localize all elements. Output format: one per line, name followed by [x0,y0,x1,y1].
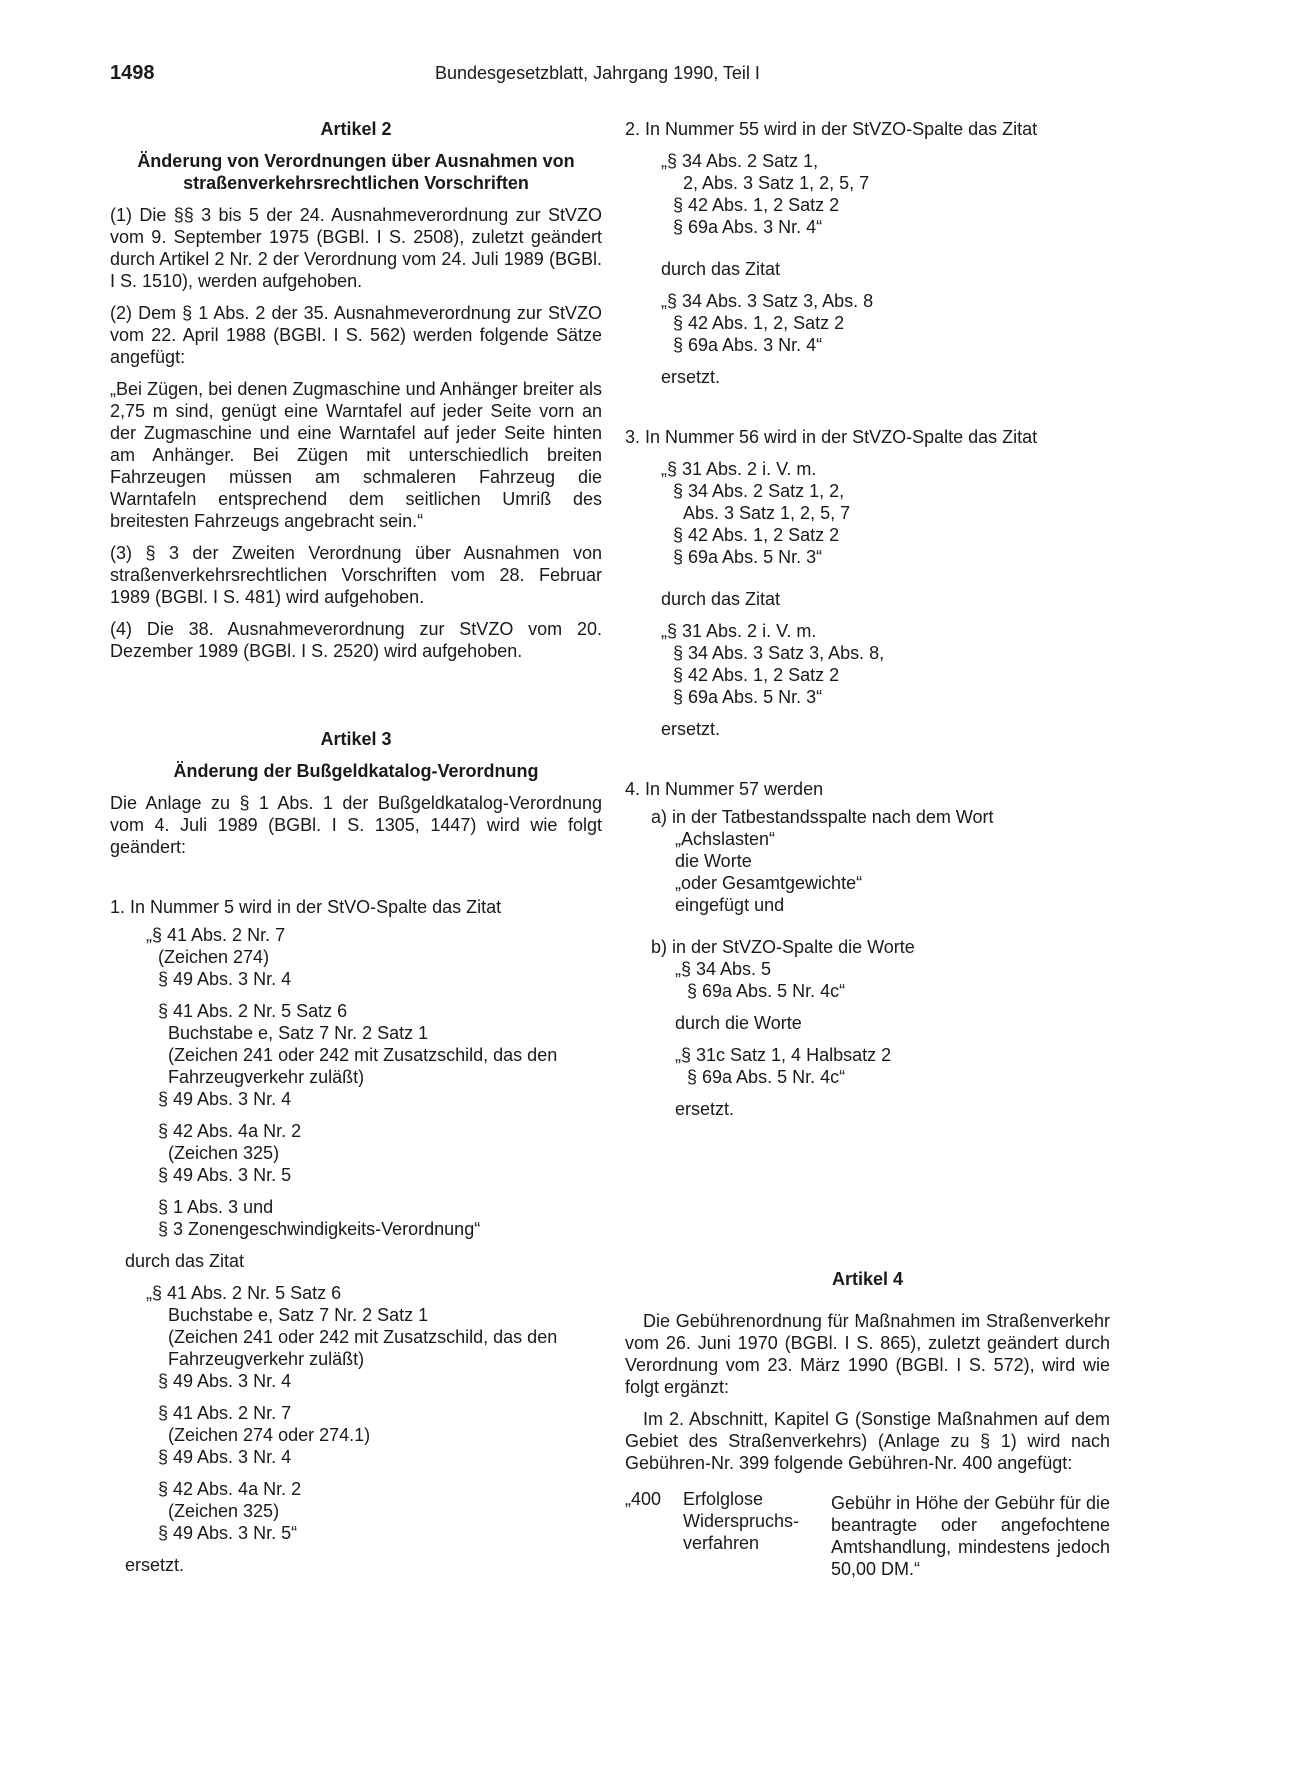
citation-line: § 34 Abs. 3 Satz 3, Abs. 8, [673,643,885,663]
article-4-paragraph-2: Im 2. Abschnitt, Kapitel G (Sonstige Maßnahmen auf dem Gebiet des Straßenverkehrs) (Anlage zu § 1) wird nach Gebühren-Nr. 399 folgende Gebühren-Nr. 400 angefügt: [625,1409,1110,1473]
citation-line: § 69a Abs. 3 Nr. 4“ [673,217,823,237]
item-4b-durch: durch die Worte [675,1013,802,1033]
item-4a-intro: a) in der Tatbestandsspalte nach dem Wort [651,807,994,827]
right-column [625,118,1110,1120]
left-column [110,118,602,1576]
citation-line: (Zeichen 241 oder 242 mit Zusatzschild, das den [168,1045,558,1065]
citation-line: § 42 Abs. 4a Nr. 2 [158,1479,302,1499]
item-3-old-citation [661,458,1110,568]
citation-line: „§ 41 Abs. 2 Nr. 7 [146,925,286,945]
article-3-durch: durch das Zitat [125,1251,245,1271]
citation-line: § 41 Abs. 2 Nr. 7 [158,1403,292,1423]
article-4-paragraph-1: Die Gebührenordnung für Maßnahmen im Straßenverkehr vom 26. Juni 1970 (BGBl. I S. 865), zuletzt geändert durch Verordnung vom 23. März 1990 (BGBl. I S. 572), wird wie folgt ergänzt: [625,1311,1110,1397]
item-4b-new [675,1044,1110,1088]
citation-line: Buchstabe e, Satz 7 Nr. 2 Satz 1 [168,1305,429,1325]
citation-line: 2, Abs. 3 Satz 1, 2, 5, 7 [683,173,870,193]
citation-line: (Zeichen 274 oder 274.1) [168,1425,371,1445]
citation-line: (Zeichen 274) [158,947,270,967]
citation-line: § 49 Abs. 3 Nr. 4 [158,1371,292,1391]
citation-line: § 42 Abs. 1, 2, Satz 2 [673,313,845,333]
item-3-durch: durch das Zitat [661,589,781,609]
article-2-heading: Artikel 2 [320,119,392,139]
citation-line: § 69a Abs. 5 Nr. 3“ [673,547,823,567]
item-4-intro: 4. In Nummer 57 werden [625,779,824,799]
text-line: die Worte [675,851,752,871]
old-citation-block [146,924,602,1240]
citation-line: § 69a Abs. 5 Nr. 3“ [673,687,823,707]
citation-line: § 3 Zonengeschwindigkeits-Verordnung“ [158,1219,481,1239]
citation-line: § 49 Abs. 3 Nr. 4 [158,1089,292,1109]
citation-line: § 49 Abs. 3 Nr. 4 [158,969,292,989]
item-2-new-citation [661,290,1110,356]
citation-line: § 42 Abs. 4a Nr. 2 [158,1121,302,1141]
article-3-subtitle: Änderung der Bußgeldkatalog-Verordnung [173,761,539,781]
text-line: „Achslasten“ [675,829,776,849]
article-3-item-1: 1. In Nummer 5 wird in der StVO-Spalte das Zitat [110,897,502,917]
article-3-ersetzt: ersetzt. [125,1555,185,1575]
fee-row [625,1488,1110,1580]
fee-name-line: verfahren [683,1533,760,1553]
item-4b-old [675,958,1110,1002]
new-citation-block [146,1282,602,1544]
item-2-ersetzt: ersetzt. [661,367,721,387]
fee-table [625,1488,1110,1580]
citation-line: „§ 34 Abs. 2 Satz 1, [661,151,819,171]
item-2-old-citation [661,150,1110,238]
citation-line: „§ 34 Abs. 3 Satz 3, Abs. 8 [661,291,874,311]
citation-line: „§ 31 Abs. 2 i. V. m. [661,621,817,641]
item-3-intro: 3. In Nummer 56 wird in der StVZO-Spalte das Zitat [625,427,1038,447]
text-line: „oder Gesamtgewichte“ [675,873,863,893]
fee-name [683,1488,831,1580]
fee-name-line: Widerspruchs- [683,1511,800,1531]
page-number: 1498 [110,62,155,84]
article-2-paragraph-3: (3) § 3 der Zweiten Verordnung über Ausnahmen von straßenverkehrsrechtlichen Vorschriften vom 28. Februar 1989 (BGBl. I S. 481) wird aufgehoben. [110,543,602,607]
citation-line: § 49 Abs. 3 Nr. 5“ [158,1523,298,1543]
citation-line: § 41 Abs. 2 Nr. 5 Satz 6 [158,1001,348,1021]
citation-line: (Zeichen 241 oder 242 mit Zusatzschild, das den [168,1327,558,1347]
article-2-paragraph-1: (1) Die §§ 3 bis 5 der 24. Ausnahmeverordnung zur StVZO vom 9. September 1975 (BGBl. I S. 2508), zuletzt geändert durch Artikel 2 Nr. 2 der Verordnung vom 24. Juli 1989 (BGBl. I S. 1510), werden aufgehoben. [110,205,602,291]
article-4-heading: Artikel 4 [831,1269,904,1289]
article-2-subtitle-line-1: Änderung von Verordnungen über Ausnahmen von [137,151,575,171]
article-2-subtitle-line-2: straßenverkehrsrechtlichen Vorschriften [183,173,529,193]
page-header-title: Bundesgesetzblatt, Jahrgang 1990, Teil I [435,63,760,83]
citation-line: § 69a Abs. 3 Nr. 4“ [673,335,823,355]
citation-line: § 69a Abs. 5 Nr. 4c“ [687,981,846,1001]
item-4a-lines [675,828,1110,916]
text-line: eingefügt und [675,895,785,915]
item-4b-intro: b) in der StVZO-Spalte die Worte [651,937,915,957]
item-2-durch: durch das Zitat [661,259,781,279]
citation-line: Fahrzeugverkehr zuläßt) [168,1067,365,1087]
citation-line: § 42 Abs. 1, 2 Satz 2 [673,525,840,545]
article-2-paragraph-4: (4) Die 38. Ausnahmeverordnung zur StVZO vom 20. Dezember 1989 (BGBl. I S. 2520) wird aufgehoben. [110,619,602,661]
fee-number: „400 [625,1489,662,1509]
citation-line: Fahrzeugverkehr zuläßt) [168,1349,365,1369]
citation-line: § 49 Abs. 3 Nr. 5 [158,1165,292,1185]
article-2-paragraph-2: (2) Dem § 1 Abs. 2 der 35. Ausnahmeverordnung zur StVZO vom 22. April 1988 (BGBl. I S. 562) werden folgende Sätze angefügt: [110,303,602,367]
citation-line: § 42 Abs. 1, 2 Satz 2 [673,665,840,685]
fee-description: Gebühr in Höhe der Gebühr für die beantragte oder angefochtene Amtshandlung, mindestens jedoch 50,00 DM.“ [831,1493,1110,1579]
citation-line: § 42 Abs. 1, 2 Satz 2 [673,195,840,215]
citation-line: „§ 31 Abs. 2 i. V. m. [661,459,817,479]
article-2-quote: „Bei Zügen, bei denen Zugmaschine und Anhänger breiter als 2,75 m sind, genügt eine Warntafel auf jeder Seite vorn an der Zugmaschine und eine Warntafel auf jeder Seite hinten am Anhänger. Bei Zügen mit unterschiedlich breiten Fahrzeugen müssen am schmaleren Fahrzeug die Warntafeln entsprechend dem seitlichen Umriß des breitesten Fahrzeugs angebracht sein.“ [110,379,602,531]
item-3-ersetzt: ersetzt. [661,719,721,739]
citation-line: § 69a Abs. 5 Nr. 4c“ [687,1067,846,1087]
article-3-heading: Artikel 3 [320,729,392,749]
citation-line: Buchstabe e, Satz 7 Nr. 2 Satz 1 [168,1023,429,1043]
citation-line: § 34 Abs. 2 Satz 1, 2, [673,481,845,501]
citation-line: „§ 31c Satz 1, 4 Halbsatz 2 [675,1045,892,1065]
article-3-intro: Die Anlage zu § 1 Abs. 1 der Bußgeldkatalog-Verordnung vom 4. Juli 1989 (BGBl. I S. 1305, 1447) wird wie folgt geändert: [110,793,602,857]
item-4-ersetzt: ersetzt. [675,1099,735,1119]
citation-line: „§ 41 Abs. 2 Nr. 5 Satz 6 [146,1283,342,1303]
citation-line: „§ 34 Abs. 5 [675,959,772,979]
citation-line: (Zeichen 325) [168,1143,280,1163]
citation-line: § 49 Abs. 3 Nr. 4 [158,1447,292,1467]
article-4 [625,1268,1110,1580]
citation-line: § 1 Abs. 3 und [158,1197,274,1217]
citation-line: (Zeichen 325) [168,1501,280,1521]
citation-line: Abs. 3 Satz 1, 2, 5, 7 [683,503,851,523]
item-3-new-citation [661,620,1110,708]
fee-name-line: Erfolglose [683,1489,764,1509]
item-2-intro: 2. In Nummer 55 wird in der StVZO-Spalte das Zitat [625,119,1038,139]
